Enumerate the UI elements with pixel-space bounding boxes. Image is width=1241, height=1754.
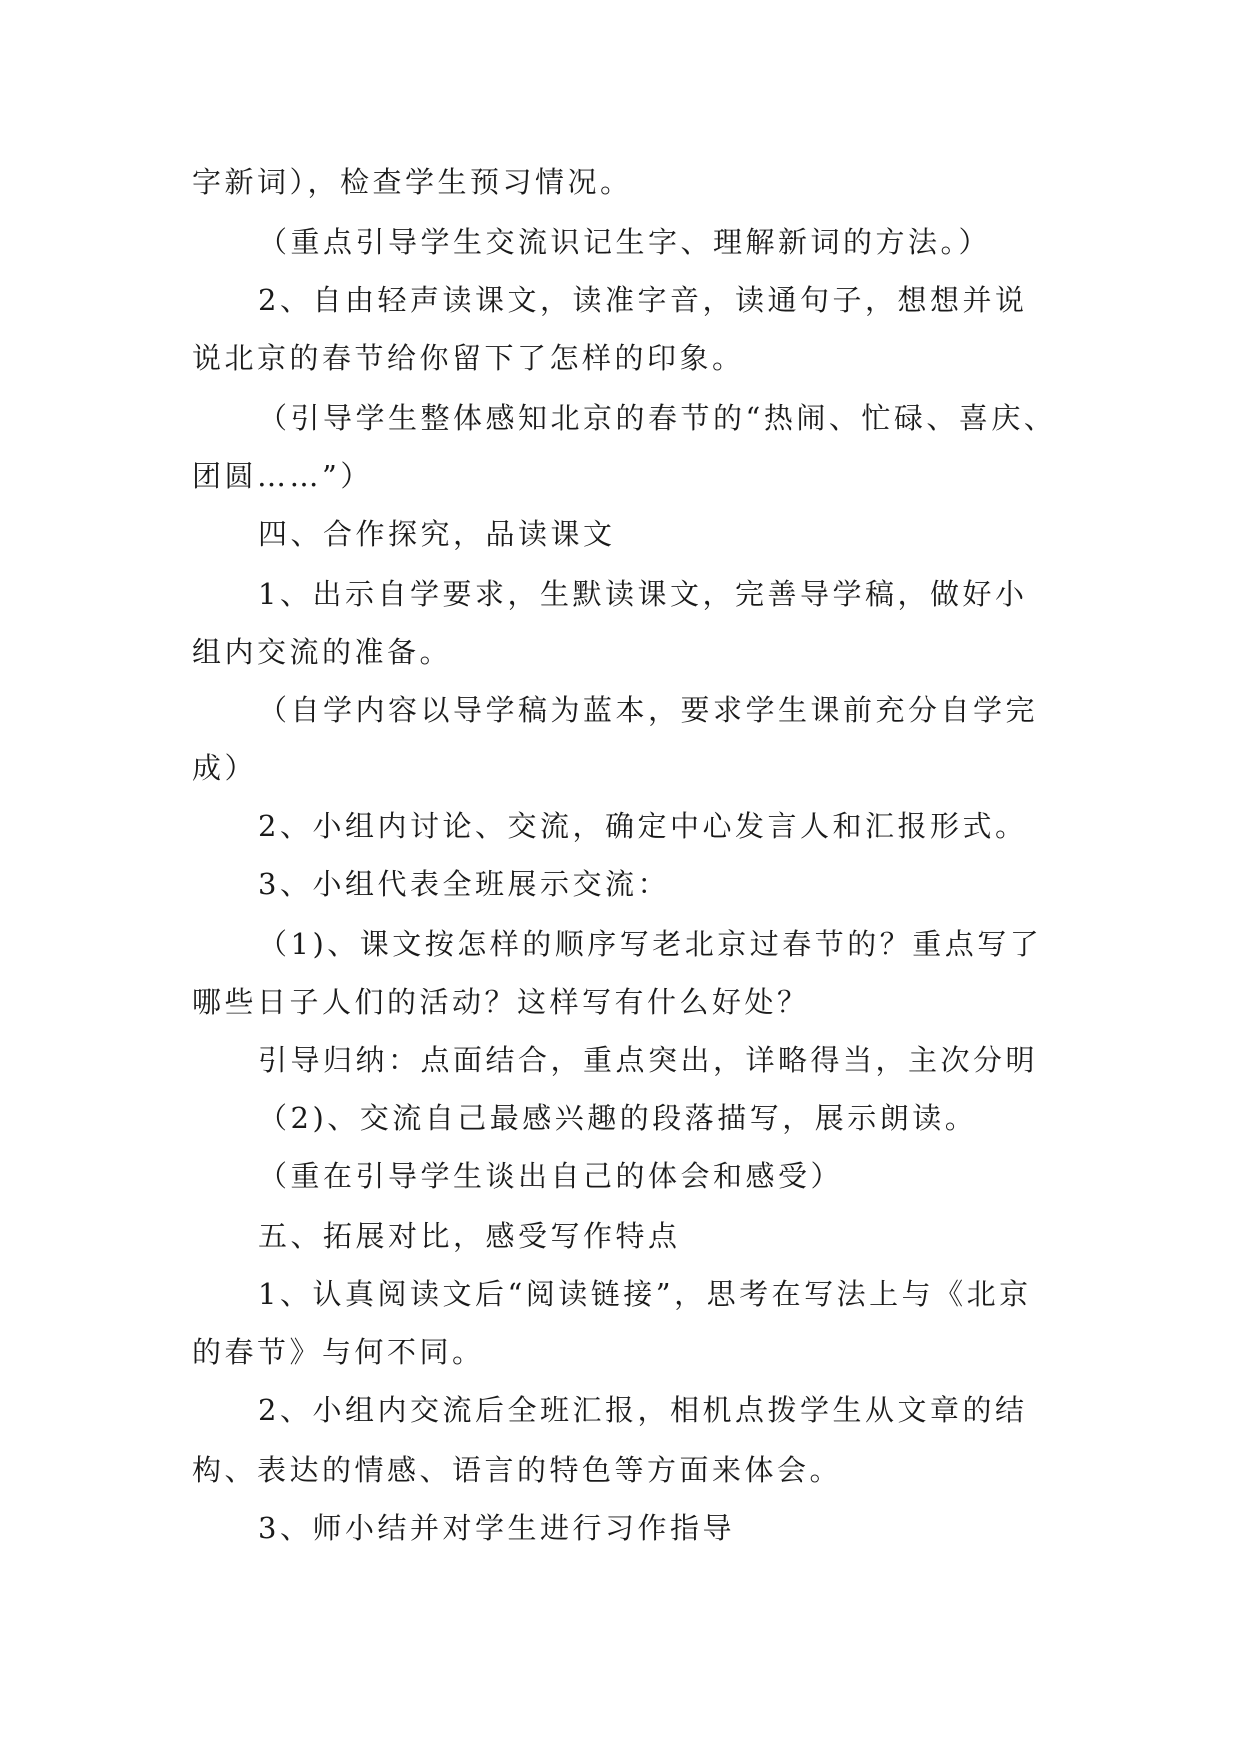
text-line-note: （自学内容以导学稿为蓝本，要求学生课前充分自学完 xyxy=(258,693,1039,727)
text-line-continuation: 说北京的春节给你留下了怎样的印象。 xyxy=(192,341,745,375)
text-line-note: （重在引导学生谈出自己的体会和感受） xyxy=(258,1159,844,1193)
text-line-continuation: 团圆……”） xyxy=(192,459,373,493)
text-line-continuation: 构、表达的情感、语言的特色等方面来体会。 xyxy=(192,1453,843,1487)
text-line-continuation: 字新词），检查学生预习情况。 xyxy=(192,165,633,199)
text-line-step: 2、小组内交流后全班汇报，相机点拨学生从文章的结 xyxy=(258,1393,1028,1427)
text-line-continuation: 组内交流的准备。 xyxy=(192,635,453,669)
text-line-step: 2、自由轻声读课文，读准字音，读通句子，想想并说 xyxy=(258,283,1028,317)
text-line-step: 1、出示自学要求，生默读课文，完善导学稿，做好小 xyxy=(258,577,1028,611)
text-line-continuation: 成） xyxy=(192,751,258,785)
text-line-step: 2、小组内讨论、交流，确定中心发言人和汇报形式。 xyxy=(258,809,1028,843)
text-line-step: 3、小组代表全班展示交流： xyxy=(258,867,670,901)
text-line-step: 1、认真阅读文后“阅读链接”，思考在写法上与《北京 xyxy=(258,1277,1032,1311)
text-line-continuation: 哪些日子人们的活动？这样写有什么好处？ xyxy=(192,985,810,1019)
text-line-summary: 引导归纳：点面结合，重点突出，详略得当，主次分明 xyxy=(258,1043,1039,1077)
text-line-note: （重点引导学生交流识记生字、理解新词的方法。） xyxy=(258,225,992,259)
text-line-continuation: 的春节》与何不同。 xyxy=(192,1335,485,1369)
text-line-step: 3、师小结并对学生进行习作指导 xyxy=(258,1511,735,1545)
text-line-note: （引导学生整体感知北京的春节的“热闹、忙碌、喜庆、 xyxy=(258,401,1057,435)
text-line-question: （2)、交流自己最感兴趣的段落描写，展示朗读。 xyxy=(258,1101,978,1135)
section-heading: 四、合作探究，品读课文 xyxy=(258,517,616,551)
section-heading: 五、拓展对比，感受写作特点 xyxy=(258,1219,681,1253)
text-line-question: （1)、课文按怎样的顺序写老北京过春节的？重点写了 xyxy=(258,927,1043,961)
